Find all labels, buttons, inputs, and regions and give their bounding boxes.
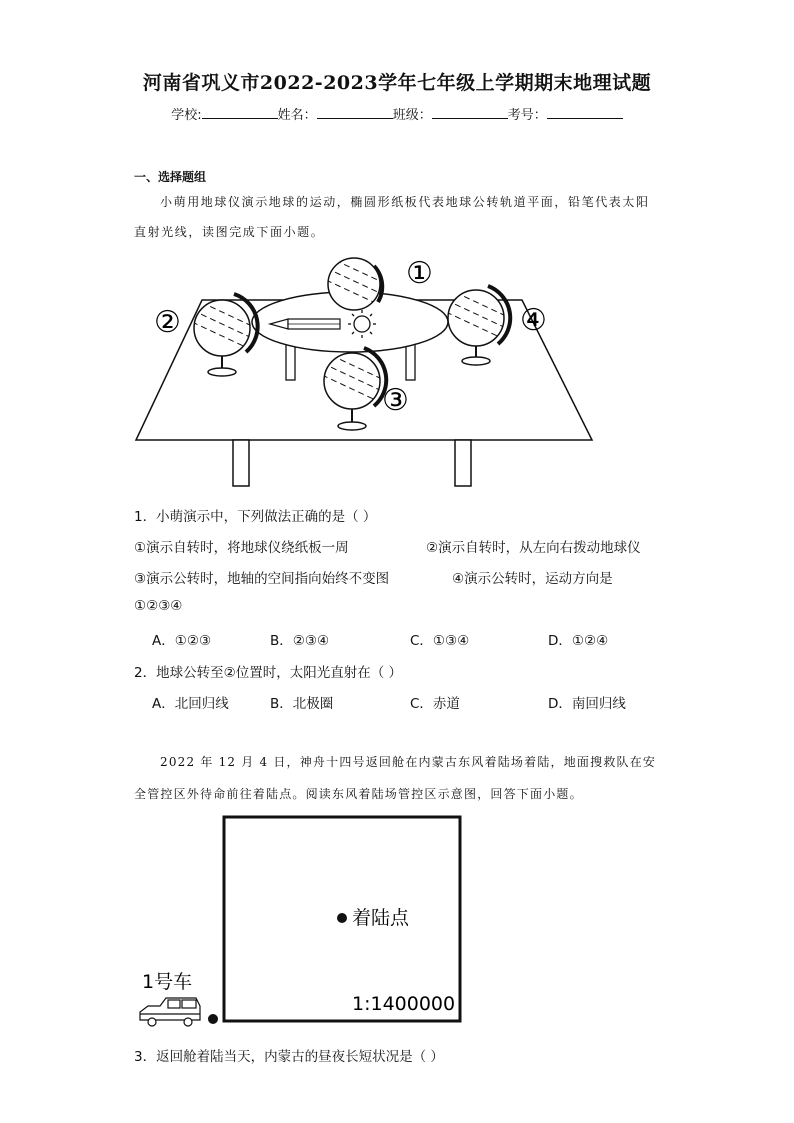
class-field-label: 班级： [392, 108, 432, 123]
table-leg-left [233, 440, 249, 486]
q1-statement-4: ④演示公转时，运动方向是 [452, 571, 613, 587]
student-info-line [0, 104, 794, 123]
q1-option-c[interactable]: C．①③④ [410, 633, 470, 649]
label-position-1: ① [406, 256, 433, 291]
landing-point-label: 着陆点 [352, 907, 410, 929]
name-field-label: 姓名： [277, 108, 317, 123]
vehicle-icon [140, 998, 200, 1026]
q2-option-d[interactable]: D．南回归线 [548, 696, 626, 712]
school-blank[interactable] [202, 106, 278, 119]
group2-intro-line2: 全管控区外待命前往着陆点。阅读东风着陆场管控区示意图，回答下面小题。 [134, 787, 583, 801]
q1-statement-3: ③演示公转时，地轴的空间指向始终不变图 [134, 571, 390, 587]
group2-intro-line1: 2022 年 12 月 4 日，神舟十四号返回舱在内蒙古东风着陆场着陆，地面搜救队在安 [160, 755, 657, 769]
label-position-3: ③ [382, 383, 409, 418]
q1-stem: 1．小萌演示中，下列做法正确的是（ ） [134, 509, 377, 525]
q1-option-a[interactable]: A．①②③ [152, 633, 212, 649]
q1-extra-line: ①②③④ [134, 598, 183, 614]
q2-stem: 2．地球公转至②位置时，太阳光直射在（ ） [134, 665, 402, 681]
q2-option-a[interactable]: A．北回归线 [152, 696, 229, 712]
map-scale: 1:1400000 [352, 993, 456, 1015]
class-blank[interactable] [432, 106, 508, 119]
group1-intro-line2: 直射光线，读图完成下面小题。 [134, 225, 325, 239]
exam-number-blank[interactable] [547, 106, 623, 119]
landing-control-area-map [134, 812, 474, 1037]
landing-point-marker [337, 913, 347, 923]
q1-statement-2: ②演示自转时，从左向右拨动地球仪 [426, 540, 641, 556]
school-field-label: 学校: [171, 108, 202, 123]
exam-number-field-label: 考号： [507, 108, 547, 123]
q1-option-b[interactable]: B．②③④ [270, 633, 330, 649]
name-blank[interactable] [317, 106, 393, 119]
vehicle-label: 1号车 [142, 971, 193, 993]
vehicle-position-marker [208, 1014, 218, 1024]
pencil-icon [270, 319, 340, 329]
group1-intro-line1: 小萌用地球仪演示地球的运动，椭圆形纸板代表地球公转轨道平面，铅笔代表太阳 [160, 195, 650, 209]
section-title: 一、选择题组 [134, 170, 207, 184]
table-leg-right [455, 440, 471, 486]
page-title: 河南省巩义市2022-2023学年七年级上学期期末地理试题 [142, 72, 652, 94]
label-position-4: ④ [520, 303, 547, 338]
globe-position-1 [326, 256, 382, 310]
label-position-2: ② [154, 305, 181, 340]
q1-statement-1: ①演示自转时，将地球仪绕纸板一周 [134, 540, 349, 556]
q2-option-b[interactable]: B．北极圈 [270, 696, 334, 712]
q3-stem: 3．返回舱着陆当天，内蒙古的昼夜长短状况是（ ） [134, 1049, 444, 1065]
q2-option-c[interactable]: C．赤道 [410, 696, 460, 712]
q1-option-d[interactable]: D．①②④ [548, 633, 609, 649]
globe-table-figure [130, 248, 600, 490]
